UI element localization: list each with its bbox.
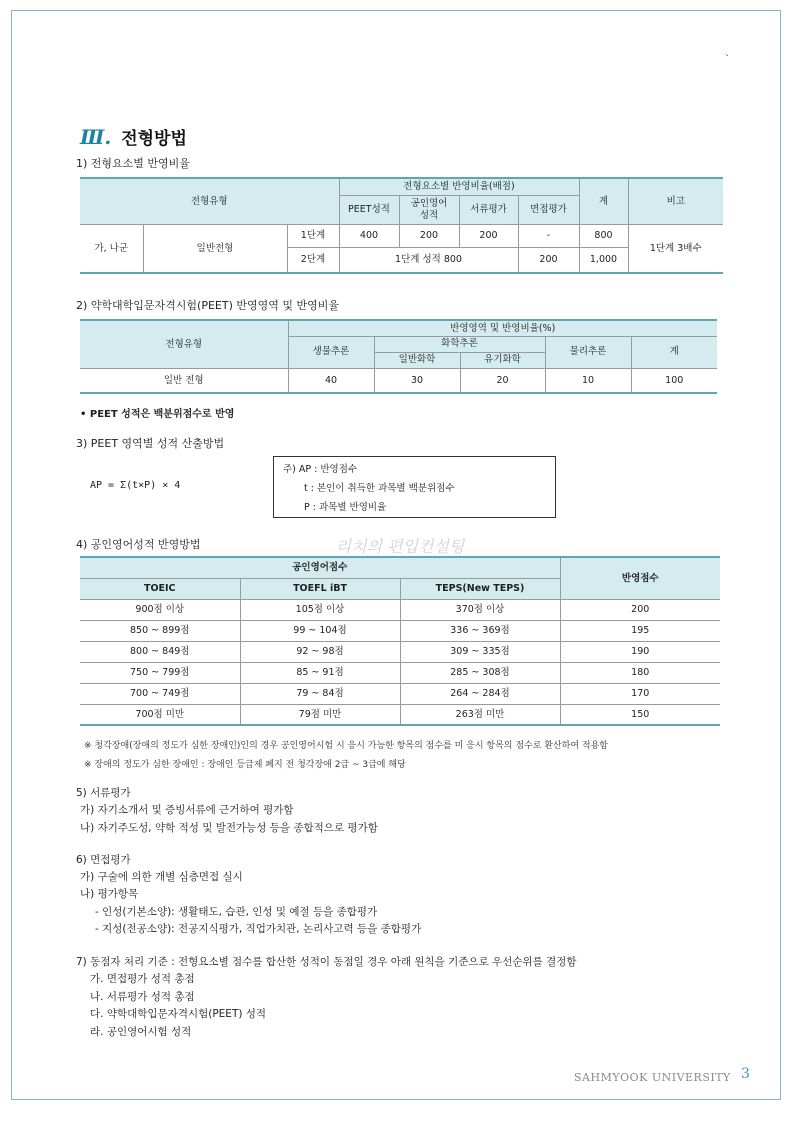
legend-t: t : 본인이 취득한 과목별 백분위점수 <box>304 483 455 494</box>
cell-teps: 309 ~ 335점 <box>400 641 560 662</box>
cell-score: 195 <box>560 620 720 641</box>
s1-title: 1) 전형요소별 반영비율 <box>76 157 190 170</box>
cell-stage1: 1단계 <box>287 224 339 247</box>
th-toeic: TOEIC <box>80 578 240 599</box>
cell-toeic: 700 ~ 749점 <box>80 683 240 704</box>
cell-toeic: 700점 미만 <box>80 704 240 725</box>
legend-ap: 주) AP : 반영점수 <box>283 464 358 475</box>
th-type: 전형유형 <box>80 320 288 368</box>
section-number: Ⅲ. <box>80 125 112 149</box>
cell-s2-total: 1,000 <box>579 247 628 273</box>
s6-title: 6) 면접평가 <box>76 854 131 866</box>
cell-toefl: 79 ~ 84점 <box>240 683 400 704</box>
cell-s1-peet: 400 <box>339 224 399 247</box>
cell-org-chem: 20 <box>460 368 545 393</box>
watermark-text: 리치의 편입컨설팅 <box>335 537 465 556</box>
cell-s1-total: 800 <box>579 224 628 247</box>
s5-title: 5) 서류평가 <box>76 787 131 799</box>
th-total: 계 <box>631 336 717 368</box>
cell-teps: 264 ~ 284점 <box>400 683 560 704</box>
th-document: 서류평가 <box>459 195 518 224</box>
s2-title: 2) 약학대학입문자격시험(PEET) 반영영역 및 반영비율 <box>76 299 340 312</box>
s7-item-3: 다. 약학대학입문자격시험(PEET) 성적 <box>90 1008 267 1020</box>
th-english: 공인영어 성적 <box>399 195 459 224</box>
th-total: 계 <box>579 178 628 224</box>
th-area: 반영영역 및 반영비율(%) <box>288 320 717 336</box>
th-toefl: TOEFL iBT <box>240 578 400 599</box>
cell-toefl: 99 ~ 104점 <box>240 620 400 641</box>
s7-item-4: 라. 공인영어시험 성적 <box>90 1026 192 1038</box>
cell-s2-interview: 200 <box>518 247 579 273</box>
s6-sub-1: - 인성(기본소양): 생활태도, 습관, 인성 및 예절 등을 종합평가 <box>95 906 378 918</box>
cell-score: 180 <box>560 662 720 683</box>
cell-toeic: 750 ~ 799점 <box>80 662 240 683</box>
cell-score: 150 <box>560 704 720 725</box>
cell-toefl: 85 ~ 91점 <box>240 662 400 683</box>
th-type: 전형유형 <box>80 178 339 224</box>
english-note-1: ※ 청각장애(장애의 정도가 심한 장애인)인의 경우 공인영어시험 시 응시 가능한 항목의 점수를 미 응시 항목의 점수로 환산하여 적용함 <box>84 741 608 751</box>
selection-ratio-table <box>80 177 723 274</box>
peet-ratio-table <box>80 319 717 394</box>
cell-gen-chem: 30 <box>374 368 460 393</box>
table-row <box>80 662 720 683</box>
cell-toefl: 105점 이상 <box>240 599 400 620</box>
english-score-table <box>80 556 720 726</box>
cell-teps: 285 ~ 308점 <box>400 662 560 683</box>
s6-item-2: 나) 평가항목 <box>80 888 139 900</box>
th-gen-chem: 일반화학 <box>374 352 460 368</box>
s6-sub-2: - 지성(전공소양): 전공지식평가, 직업가치관, 논리사고력 등을 종합평가 <box>95 923 422 935</box>
cell-toefl: 79점 미만 <box>240 704 400 725</box>
cell-type: 일반 전형 <box>80 368 288 393</box>
s7-title: 7) 동점자 처리 기준 : 전형요소별 점수를 합산한 성적이 동점일 경우 아래 원칙을 기준으로 우선순위를 결정함 <box>76 956 577 968</box>
table-row <box>80 620 720 641</box>
cell-score: 170 <box>560 683 720 704</box>
cell-teps: 263점 미만 <box>400 704 560 725</box>
s5-item-2: 나) 자기주도성, 약학 적성 및 발전가능성 등을 종합적으로 평가함 <box>80 822 378 834</box>
formula-legend-box <box>273 456 556 518</box>
table-row <box>80 641 720 662</box>
th-phys: 물리추론 <box>545 336 631 368</box>
cell-teps: 336 ~ 369점 <box>400 620 560 641</box>
section-title <box>80 124 187 149</box>
th-ratio: 전형요소별 반영비율(배점) <box>339 178 579 195</box>
cell-stage2: 2단계 <box>287 247 339 273</box>
cell-toeic: 900점 이상 <box>80 599 240 620</box>
page-mark: ` <box>725 54 730 65</box>
s7-item-1: 가. 면접평가 성적 총점 <box>90 973 195 985</box>
cell-s1-interview: - <box>518 224 579 247</box>
cell-group: 가, 나군 <box>80 224 143 273</box>
cell-s2-score: 1단계 성적 800 <box>339 247 518 273</box>
cell-toefl: 92 ~ 98점 <box>240 641 400 662</box>
cell-s1-eng: 200 <box>399 224 459 247</box>
table-row <box>80 599 720 620</box>
cell-s1-doc: 200 <box>459 224 518 247</box>
th-note: 비고 <box>628 178 723 224</box>
th-score: 반영점수 <box>560 557 720 599</box>
cell-bio: 40 <box>288 368 374 393</box>
table-row <box>80 704 720 725</box>
th-teps: TEPS(New TEPS) <box>400 578 560 599</box>
formula: AP = Σ(t×P) × 4 <box>90 480 181 491</box>
th-peet: PEET성적 <box>339 195 399 224</box>
table-row <box>80 683 720 704</box>
cell-total: 100 <box>631 368 717 393</box>
page-number: 3 <box>741 1066 750 1082</box>
cell-track: 일반전형 <box>143 224 287 273</box>
cell-score: 190 <box>560 641 720 662</box>
s3-title: 3) PEET 영역별 성적 산출방법 <box>76 437 225 450</box>
th-interview: 면접평가 <box>518 195 579 224</box>
s5-item-1: 가) 자기소개서 및 증빙서류에 근거하여 평가함 <box>80 804 294 816</box>
cell-phys: 10 <box>545 368 631 393</box>
cell-toeic: 800 ~ 849점 <box>80 641 240 662</box>
th-org-chem: 유기화학 <box>460 352 545 368</box>
section-title-text: 전형방법 <box>121 129 187 149</box>
cell-note: 1단계 3배수 <box>628 224 723 273</box>
cell-score: 200 <box>560 599 720 620</box>
english-note-2: ※ 장애의 정도가 심한 장애인 : 장애인 등급제 폐지 전 청각장애 2급 ~ 3급에 해당 <box>84 760 406 770</box>
th-bio: 생물추론 <box>288 336 374 368</box>
th-english: 공인영어점수 <box>80 557 560 578</box>
s4-title: 4) 공인영어성적 반영방법 <box>76 538 201 551</box>
s6-item-1: 가) 구술에 의한 개별 심층면접 실시 <box>80 871 243 883</box>
s7-item-2: 나. 서류평가 성적 총점 <box>90 991 195 1003</box>
legend-p: P : 과목별 반영비율 <box>304 502 387 513</box>
cell-teps: 370점 이상 <box>400 599 560 620</box>
footer-university: SAHMYOOK UNIVERSITY <box>574 1071 731 1084</box>
cell-toeic: 850 ~ 899점 <box>80 620 240 641</box>
th-chem: 화학추론 <box>374 336 545 352</box>
peet-note: • PEET 성적은 백분위점수로 반영 <box>80 409 235 420</box>
